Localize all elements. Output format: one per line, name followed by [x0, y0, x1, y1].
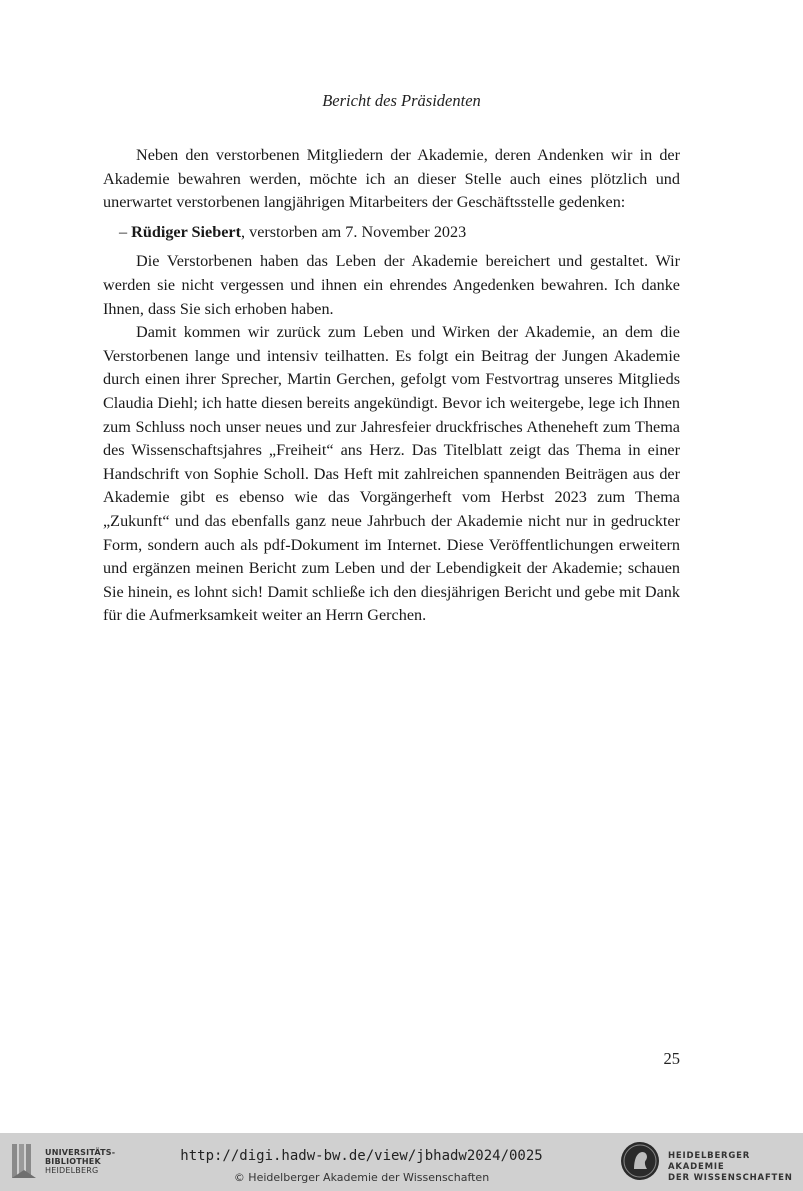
- footer-bar: [0, 1133, 803, 1191]
- copyright-notice: © Heidelberger Akademie der Wissenschaften: [233, 1171, 490, 1184]
- page-number: 25: [663, 1049, 680, 1068]
- paragraph-3: Damit kommen wir zurück zum Leben und Wirken der Akademie, an dem die Verstorbenen lange und intensiv teilhatten. Es folgt ein Beitrag der Jungen Akademie durch einen ihrer Sprecher, Martin Gerchen, gefolgt vom Festvortrag unseres Mitglieds Claudia Diehl; ich hatte diesen bereits angekündigt. Bevor ich weitergebe, lege ich Ihnen zum Schluss noch unser neues und zur Jahresfeier druckfrisches Atheneheft zum Thema des Wissenschaftsjahres „Freiheit“ ans Herz. Das Titelblatt zeigt das Thema in einer Handschrift von Sophie Scholl. Das Heft mit zahlreichen spannenden Beiträgen aus der Akademie gibt es ebenso wie das Vorgängerheft vom Herbst 2023 zum Thema „Zukunft“ und das ebenfalls ganz neue Jahrbuch der Akademie nicht nur in gedruckter Form, sondern auch als pdf-Dokument im Internet. Diese Veröffentlichungen erweitern und ergänzen meinen Bericht zum Leben und der Lebendigkeit der Akademie; schauen Sie hinein, es lohnt sich! Damit schließe ich den diesjährigen Bericht und gebe mit Dank für die Aufmerksamkeit weiter an Herrn Gerchen.: [103, 323, 680, 625]
- running-title: Bericht des Präsidenten: [322, 91, 481, 110]
- death-date-text: , verstorben am 7. November 2023: [241, 222, 467, 241]
- academy-name-line-1: HEIDELBERGER AKADEMIE: [668, 1151, 751, 1172]
- library-name-line-1: UNIVERSITÄTS-: [45, 1148, 116, 1157]
- memorial-list-item: [103, 221, 680, 245]
- paragraph-1: Neben den verstorbenen Mitgliedern der Akademie, deren Andenken wir in der Akademie bewahren werden, möchte ich an dieser Stelle auch eines plötzlich und unerwartet verstorbenen langjährigen Mitarbeiters der Geschäftsstelle gedenken:: [103, 146, 680, 212]
- main-text: [103, 144, 680, 628]
- academy-name-line-2: DER WISSENSCHAFTEN: [668, 1173, 793, 1183]
- library-name-line-2: BIBLIOTHEK: [45, 1157, 101, 1166]
- permalink-url[interactable]: http://digi.hadw-bw.de/view/jbhadw2024/0025: [180, 1148, 543, 1164]
- list-dash: –: [119, 222, 132, 241]
- academy-seal-icon: [620, 1141, 660, 1181]
- academy-name: [668, 1151, 803, 1184]
- paragraph-2: Die Verstorbenen haben das Leben der Akademie bereichert und gestaltet. Wir werden sie nicht vergessen und ihnen ein ehrendes Angedenken bewahren. Ich danke Ihnen, dass Sie sich erhoben haben.: [103, 252, 680, 318]
- library-name-line-3: HEIDELBERG: [45, 1166, 99, 1175]
- deceased-name: Rüdiger Siebert: [131, 222, 241, 241]
